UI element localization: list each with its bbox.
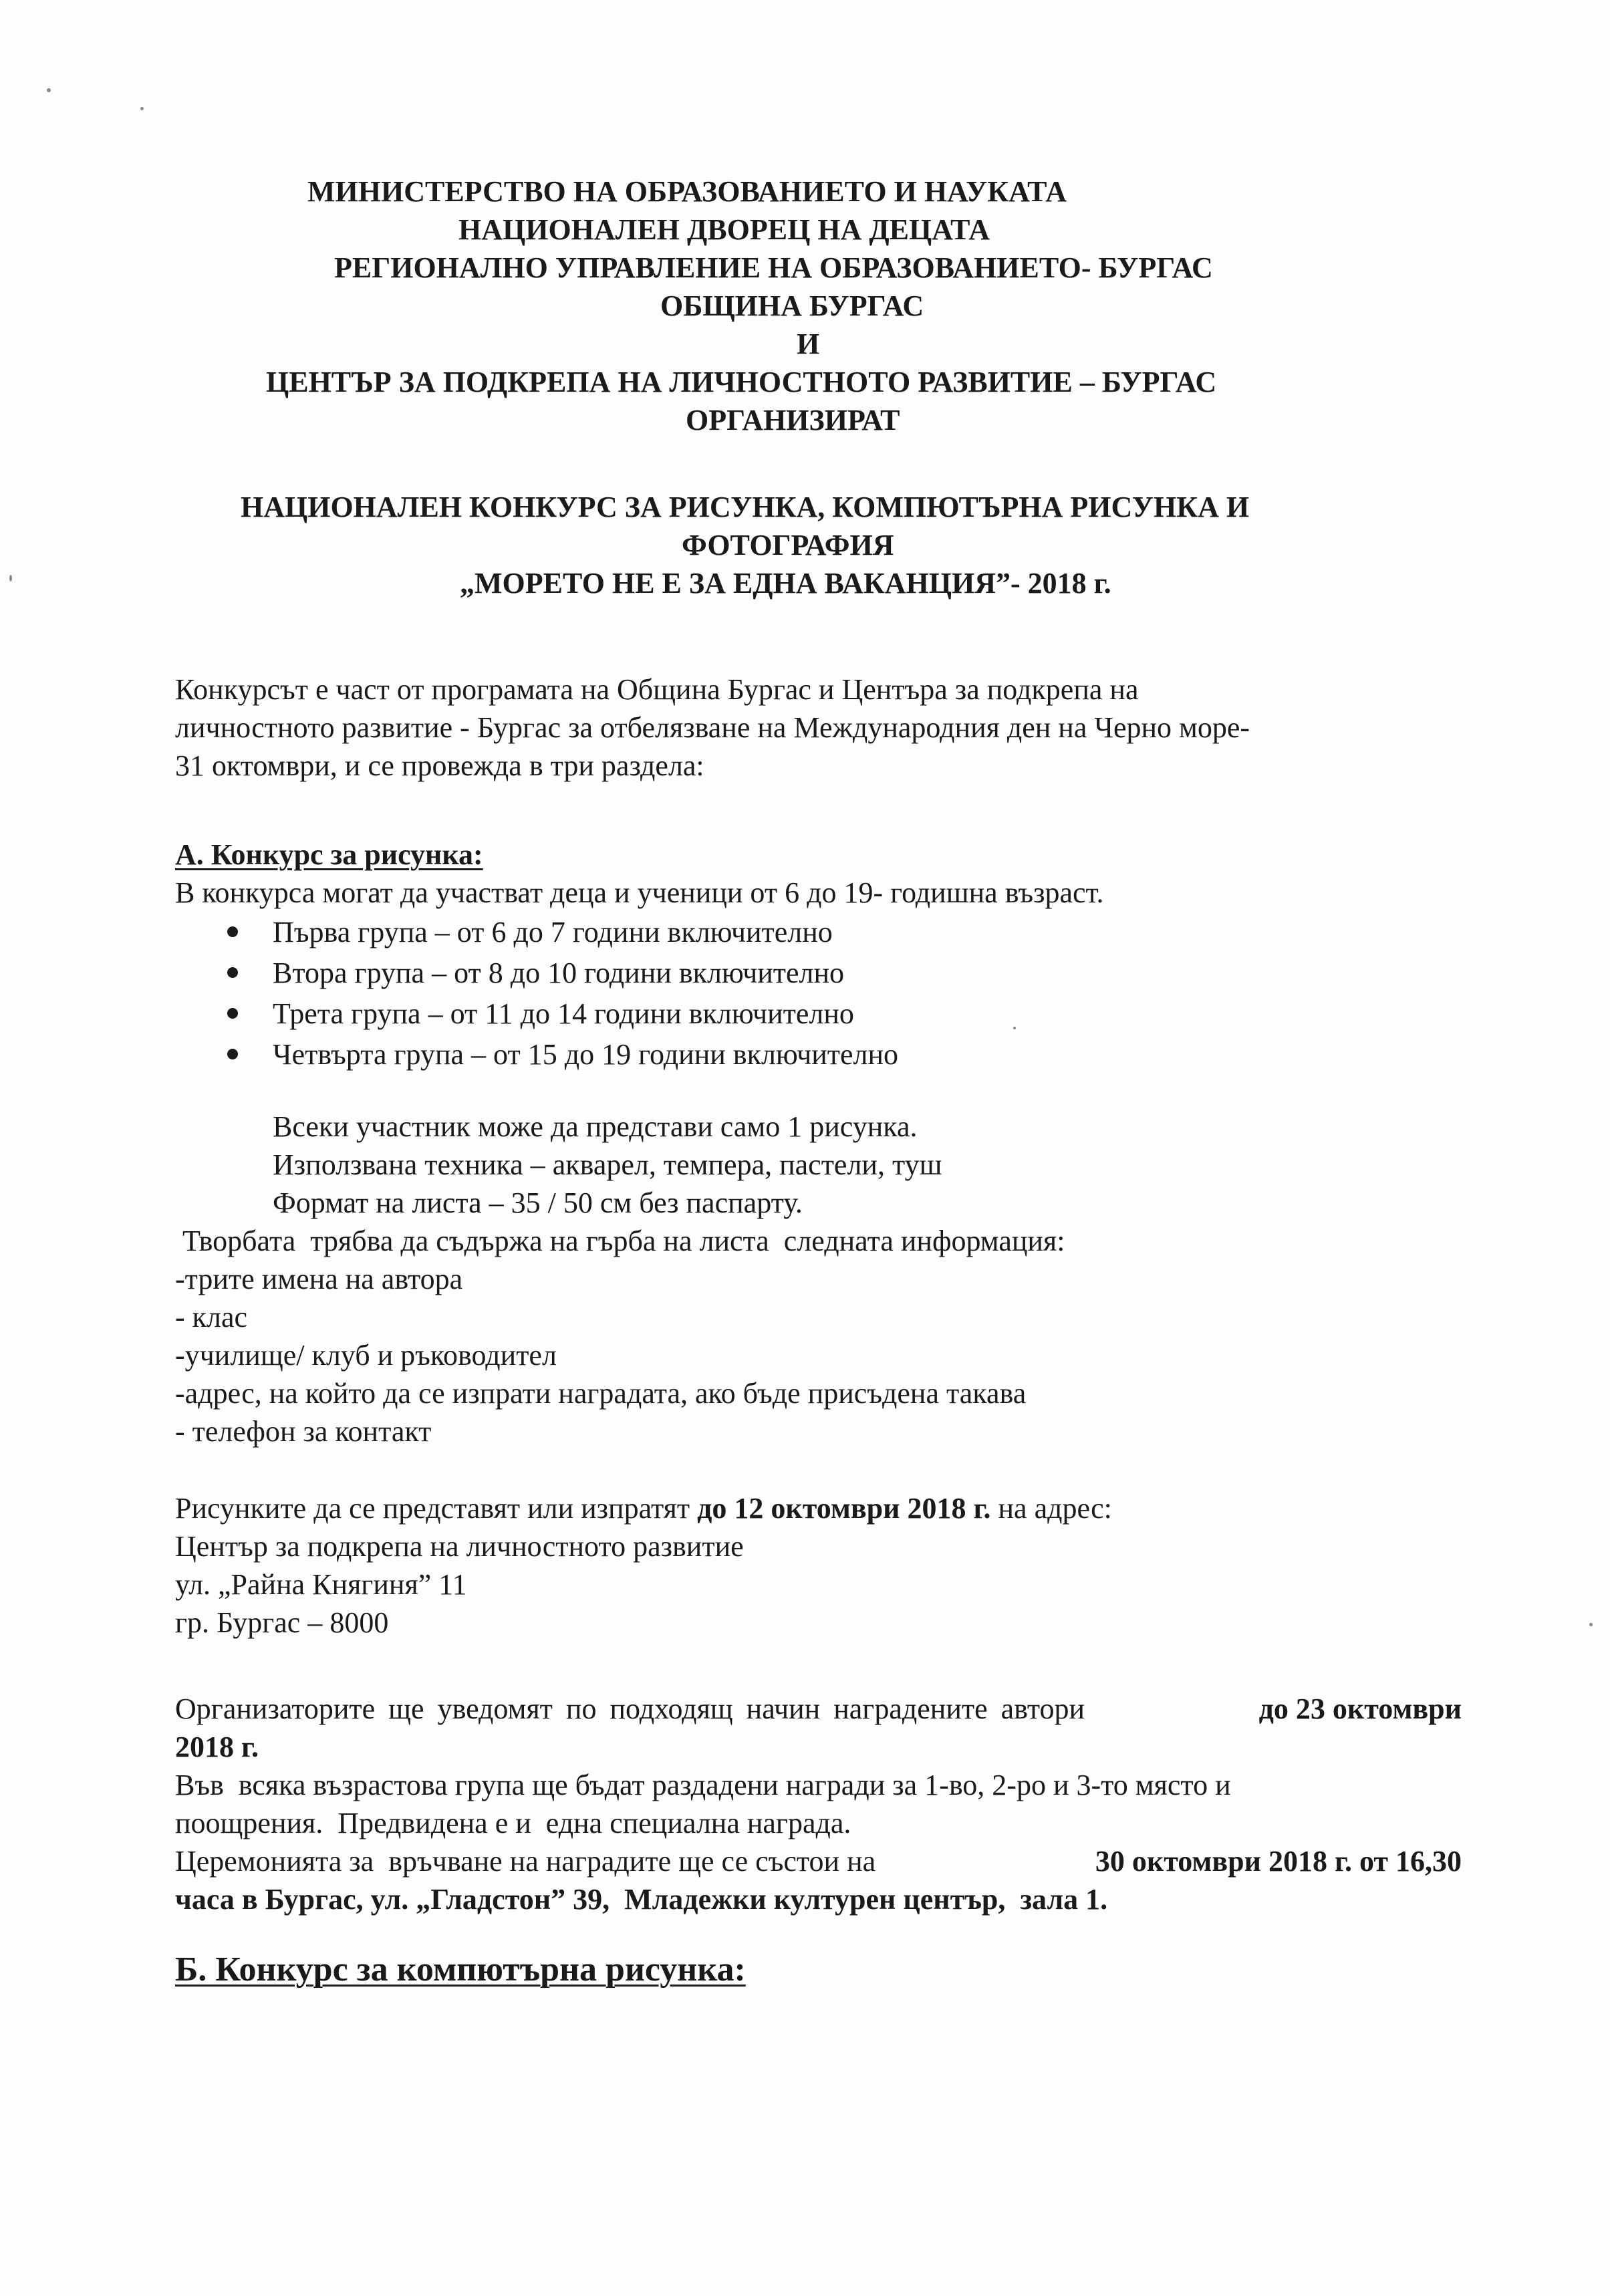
notice-deadline: до 23 октомври [1258, 1692, 1462, 1725]
header-center: ЦЕНТЪР ЗА ПОДКРЕПА НА ЛИЧНОСТНОТО РАЗВИТИЕ – БУРГАС [266, 366, 1217, 398]
info-item: -адрес, на който да се изпрати наградата, ако бъде присъдена такава [175, 1377, 1027, 1410]
bullet-icon [227, 1049, 238, 1059]
submission-line [175, 1489, 1112, 1527]
notice-prefix: Организаторите ще уведомят по подходящ начин наградените автори [175, 1692, 1085, 1725]
info-item: -училище/ клуб и ръководител [175, 1339, 557, 1372]
ceremony-place: часа в Бургас, ул. „Гладстон” 39, Младежки културен център, зала 1. [175, 1883, 1108, 1916]
address-line: Център за подкрепа на личностното развитие [175, 1530, 744, 1563]
bullet-icon [227, 926, 238, 937]
address-line: ул. „Райна Княгиня” 11 [175, 1568, 467, 1601]
rule-line: Всеки участник може да представи само 1 рисунка. [273, 1110, 918, 1143]
info-item: - телефон за контакт [175, 1415, 432, 1448]
age-group-text: Четвърта група – от 15 до 19 години включително [273, 1038, 899, 1071]
intro-line: 31 октомври, и се провежда в три раздела: [175, 749, 704, 782]
ceremony-prefix: Церемонията за връчване на наградите ще се състои на [175, 1845, 884, 1878]
age-group-text: Първа група – от 6 до 7 години включително [273, 916, 833, 948]
notice-deadline-year: 2018 г. [175, 1731, 259, 1763]
contest-title-line1: НАЦИОНАЛЕН КОНКУРС ЗА РИСУНКА, КОМПЮТЪРНА РИСУНКА И [241, 491, 1250, 523]
submission-prefix: Рисунките да се представят или изпратят [175, 1492, 698, 1525]
header-regional-office: РЕГИОНАЛНО УПРАВЛЕНИЕ НА ОБРАЗОВАНИЕТО- БУРГАС [334, 251, 1213, 284]
section-a-eligibility: В конкурса могат да участват деца и ученици от 6 до 19- годишна възраст. [175, 876, 1104, 909]
contest-title-line3: „МОРЕТО НЕ Е ЗА ЕДНА ВАКАНЦИЯ”- 2018 г. [460, 567, 1111, 600]
info-intro: Творбата трябва да съдържа на гърба на листа следната информация: [175, 1225, 1065, 1257]
awards-line: Във всяка възрастова група ще бъдат раздадени награди за 1-во, 2-ро и 3-то място и [175, 1769, 1231, 1801]
scan-speck [140, 107, 144, 110]
info-item: -трите имена на автора [175, 1263, 463, 1295]
address-line: гр. Бургас – 8000 [175, 1606, 389, 1639]
intro-line: личностното развитие - Бургас за отбелязване на Международния ден на Черно море- [175, 711, 1250, 744]
submission-suffix: на адрес: [990, 1492, 1112, 1525]
header-and: И [797, 328, 820, 360]
rule-line: Използвана техника – акварел, темпера, пастели, туш [273, 1148, 942, 1181]
awards-line: поощрения. Предвидена е и една специална награда. [175, 1807, 851, 1839]
info-item: - клас [175, 1301, 248, 1333]
rule-line: Формат на листа – 35 / 50 см без паспарту. [273, 1186, 803, 1219]
ceremony-date: 30 октомври 2018 г. от 16,30 [1095, 1845, 1462, 1878]
submission-deadline: до 12 октомври 2018 г. [697, 1492, 991, 1525]
notice-line [175, 1690, 1462, 1728]
section-a-heading: А. Конкурс за рисунка: [175, 838, 483, 871]
section-b-heading: Б. Конкурс за компютърна рисунка: [175, 1950, 746, 1989]
age-group-text: Трета група – от 11 до 14 години включително [273, 997, 854, 1030]
contest-title-line2: ФОТОГРАФИЯ [682, 529, 894, 561]
header-palace: НАЦИОНАЛЕН ДВОРЕЦ НА ДЕЦАТА [458, 213, 990, 246]
age-group-text: Втора група – от 8 до 10 години включително [273, 956, 845, 989]
ceremony-line [175, 1842, 1462, 1880]
scan-speck [1589, 1623, 1593, 1626]
header-ministry: МИНИСТЕРСТВО НА ОБРАЗОВАНИЕТО И НАУКАТА [307, 175, 1067, 208]
header-municipality: ОБЩИНА БУРГАС [660, 289, 924, 322]
scan-speck [47, 88, 51, 92]
intro-line: Конкурсът е част от програмата на Община Бургас и Центъра за подкрепа на [175, 673, 1139, 706]
bullet-icon [227, 967, 238, 978]
scan-speck [9, 575, 12, 582]
scan-speck [1013, 1027, 1016, 1029]
header-organize: ОРГАНИЗИРАТ [686, 404, 900, 436]
bullet-icon [227, 1008, 238, 1019]
